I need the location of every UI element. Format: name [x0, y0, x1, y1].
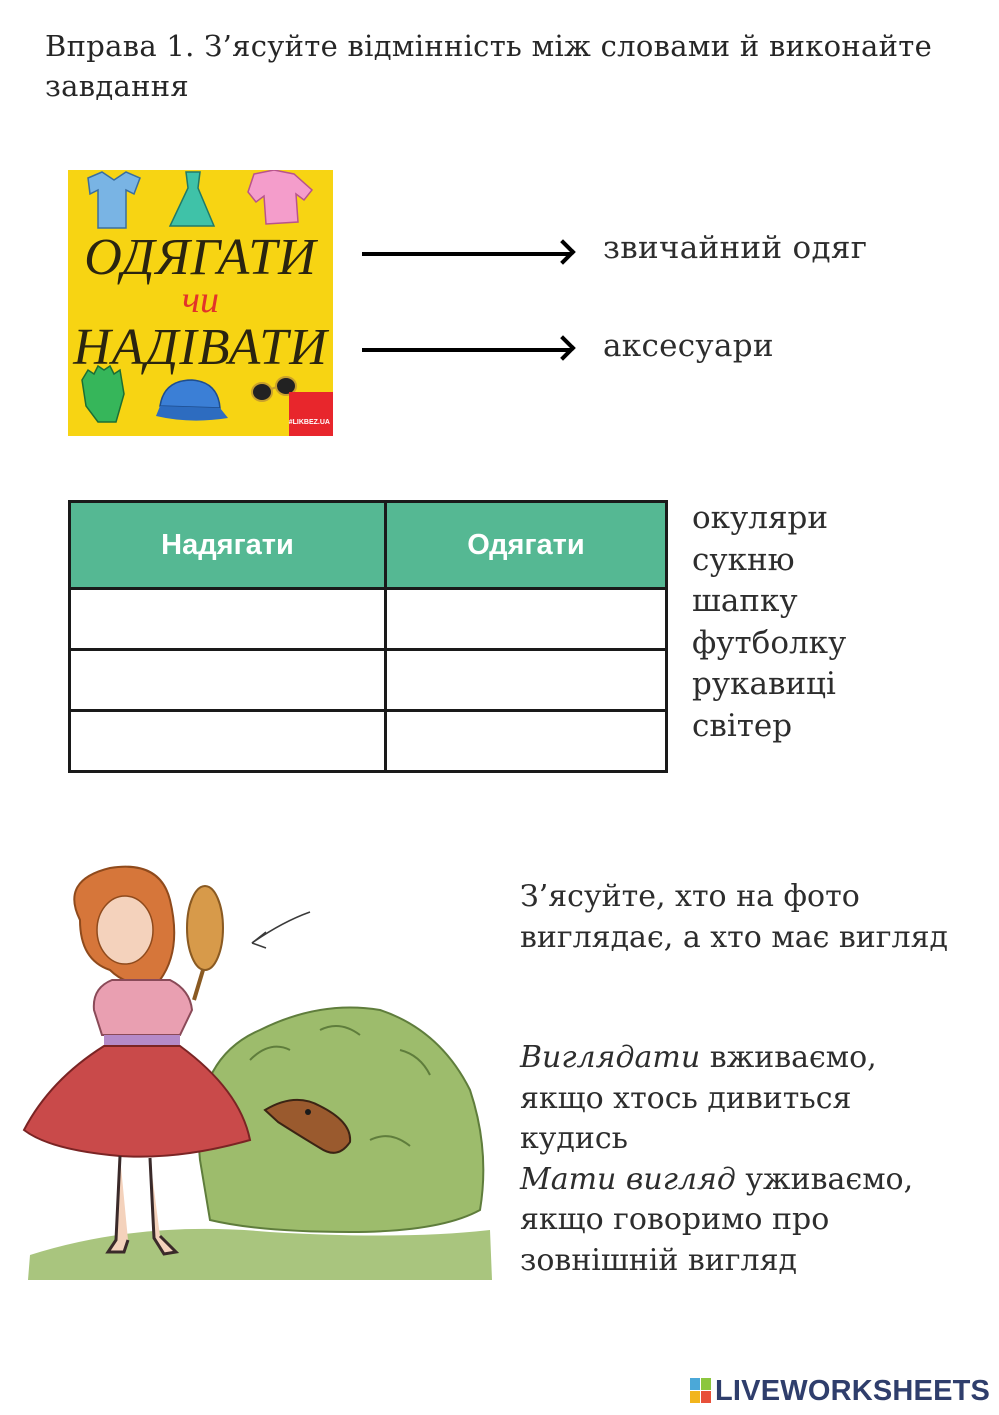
- answer-cell[interactable]: [70, 650, 386, 711]
- odiahaty-chy-nadivaty-poster: [68, 170, 333, 436]
- word-bank-item[interactable]: рукавиці: [692, 666, 836, 702]
- rule-term-maty-vyhliad: Мати вигляд: [520, 1161, 736, 1197]
- rule-line: кудись: [520, 1121, 629, 1156]
- illustration-question: [520, 876, 948, 958]
- arrow-right-icon: [362, 348, 570, 352]
- answer-cell[interactable]: [70, 711, 386, 772]
- rule-line: Мати вигляд уживаємо,: [520, 1161, 914, 1197]
- arrow-right-icon: [362, 252, 570, 256]
- sorting-table: [68, 500, 668, 773]
- arrow-label-accessories: аксесуари: [603, 328, 774, 364]
- liveworksheets-badge-icon: [690, 1378, 712, 1404]
- word-bank-item[interactable]: світер: [692, 707, 793, 744]
- liveworksheets-logo[interactable]: [690, 1375, 990, 1408]
- shirt-icon: [88, 172, 140, 228]
- rule-line: якщо говоримо про: [520, 1202, 830, 1237]
- question-line: З’ясуйте, хто на фото: [520, 879, 860, 914]
- table-row: [70, 711, 667, 772]
- column-header-odiahaty: Одягати: [385, 502, 666, 589]
- table-row: [70, 650, 667, 711]
- poster-word-odiahaty: ОДЯГАТИ: [84, 229, 317, 286]
- answer-cell[interactable]: [385, 711, 666, 772]
- cap-icon: [156, 380, 228, 421]
- dress-icon: [170, 172, 214, 226]
- blouse-icon: [248, 170, 312, 224]
- rule-line: зовнішній вигляд: [520, 1242, 797, 1278]
- grammar-rule: [520, 1038, 960, 1281]
- word-bank-item[interactable]: футболку: [692, 624, 847, 661]
- woman-with-mirror-and-dog-illustration: [20, 860, 500, 1290]
- arrow-label-ordinary-clothes: звичайний одяг: [603, 230, 868, 266]
- word-bank-item[interactable]: окуляри: [692, 500, 829, 536]
- rule-line: Виглядати вживаємо,: [520, 1040, 877, 1075]
- liveworksheets-wordmark: LIVEWORKSHEETS: [715, 1375, 991, 1407]
- column-header-nadiahaty: Надягати: [70, 502, 386, 589]
- answer-cell[interactable]: [70, 589, 386, 650]
- exercise-title: Вправа 1. З’ясуйте відмінність між словами й виконайте завдання: [45, 29, 933, 103]
- question-line: виглядає, а хто має вигляд: [520, 920, 948, 955]
- poster-word-chy: чи: [181, 279, 220, 321]
- answer-cell[interactable]: [385, 589, 666, 650]
- likbez-badge: #LIKBEZ.UA: [289, 392, 333, 436]
- word-bank-item[interactable]: сукню: [692, 541, 795, 578]
- rule-line: якщо хтось дивиться: [520, 1080, 852, 1116]
- table-row: [70, 589, 667, 650]
- poster-word-nadivaty: НАДІВАТИ: [73, 319, 328, 376]
- word-bank: [692, 498, 846, 747]
- answer-cell[interactable]: [385, 650, 666, 711]
- rule-term-vyhliadaty: Виглядати: [520, 1040, 701, 1075]
- word-bank-item[interactable]: шапку: [692, 583, 798, 619]
